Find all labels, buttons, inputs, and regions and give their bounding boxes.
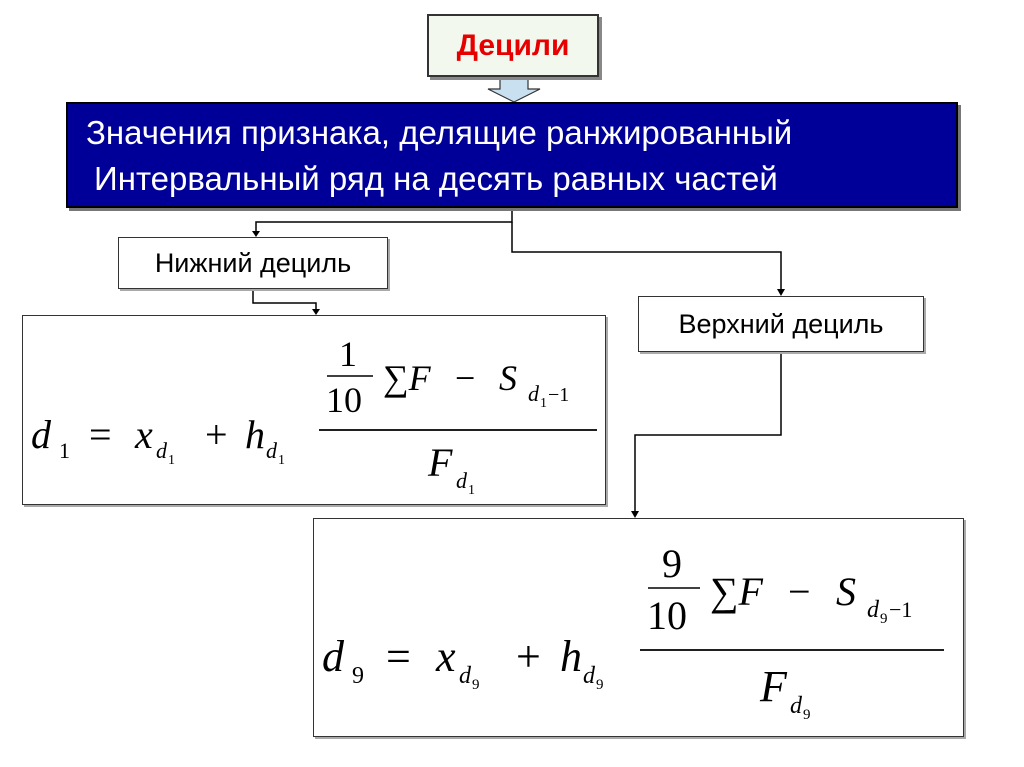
minus-sign: − [788, 569, 811, 614]
h-var: h [245, 412, 265, 457]
x-sub-idx: 1 [168, 453, 175, 468]
definition-line-1: Значения признака, делящие ранжированный [86, 114, 793, 151]
lhs-sub: 9 [352, 663, 364, 689]
s-sub-var: d [867, 597, 879, 623]
s-sub-var: d [528, 381, 539, 406]
upper-decile-label: Верхний дециль [638, 296, 924, 352]
x-var: x [135, 412, 153, 457]
equals-sign: = [89, 412, 112, 457]
h-sub-var: d [266, 438, 277, 463]
s-sub-idx: 1 [540, 396, 547, 411]
h-sub-var: d [583, 663, 595, 689]
down-arrow-icon [488, 77, 540, 102]
lhs-sub: 1 [59, 438, 70, 463]
lhs-var: d [31, 412, 51, 457]
frac-denominator: 10 [326, 380, 362, 420]
x-var: x [436, 632, 456, 681]
connector-to-upper [512, 222, 781, 291]
upper-decile-formula [313, 518, 964, 737]
x-sub-idx: 9 [472, 677, 480, 693]
f-sub-var: d [790, 693, 802, 719]
f-sub-idx: 9 [803, 707, 811, 723]
f-sub-var: d [456, 468, 467, 493]
definition-box [66, 102, 958, 208]
formula-upper-svg [314, 519, 965, 738]
connector-upper-to-formula [635, 352, 781, 513]
f-var: F [428, 440, 453, 485]
s-minus-one: −1 [548, 384, 570, 406]
sigma-f: ∑F [710, 569, 763, 614]
sigma-f: ∑F [383, 358, 431, 398]
s-minus-one: −1 [889, 597, 913, 622]
lower-decile-label: Нижний дециль [118, 237, 388, 289]
connector-to-lower [256, 208, 512, 233]
lhs-var: d [322, 632, 344, 681]
plus-sign: + [205, 412, 228, 457]
definition-line-2: Интервальный ряд на десять равных частей [94, 160, 778, 197]
page-title: Децили [456, 28, 570, 62]
lower-decile-formula [22, 315, 606, 505]
frac-numerator: 1 [339, 334, 357, 374]
frac-numerator: 9 [662, 541, 682, 586]
s-sub-idx: 9 [880, 611, 888, 627]
equals-sign: = [386, 632, 411, 681]
title-box [427, 14, 599, 77]
frac-denominator: 10 [647, 593, 687, 638]
plus-sign: + [516, 632, 541, 681]
s-var: S [836, 569, 856, 614]
h-sub-idx: 9 [596, 677, 604, 693]
h-var: h [560, 632, 582, 681]
x-sub-var: d [459, 663, 471, 689]
connector-lower-to-formula [253, 289, 316, 311]
minus-sign: − [455, 358, 476, 398]
formula-lower-svg [23, 316, 607, 506]
f-var: F [760, 662, 787, 711]
f-sub-idx: 1 [468, 483, 475, 498]
x-sub-var: d [156, 438, 167, 463]
h-sub-idx: 1 [278, 453, 285, 468]
s-var: S [499, 358, 517, 398]
